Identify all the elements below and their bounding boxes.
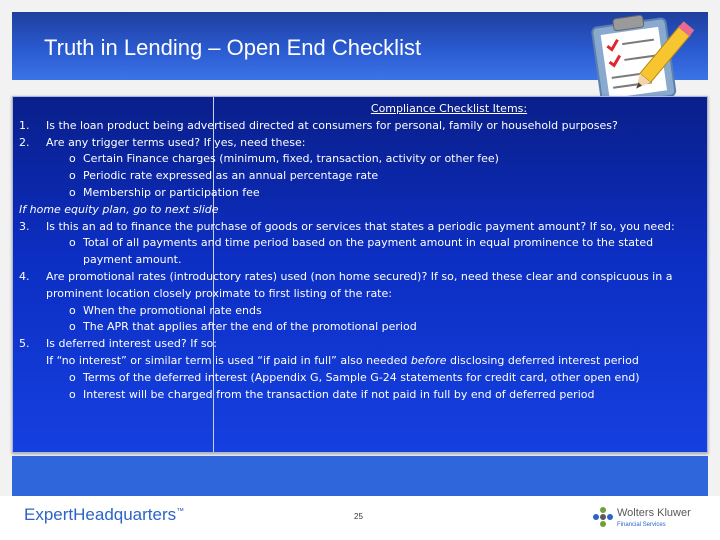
- italic-note: If home equity plan, go to next slide: [19, 202, 219, 216]
- checklist-heading: Compliance Checklist Items:: [370, 102, 528, 115]
- sub-bullet: o The APR that applies after the end of the promotional period: [69, 320, 417, 334]
- sub-bullet: o Total of all payments and time period based on the payment amount in equal prominence to the stated payment amount.: [69, 236, 654, 267]
- sub-bullet: o When the promotional rate ends: [69, 303, 262, 317]
- list-item: 3. Is this an ad to finance the purchase of goods or services that states a periodic payment amount? If so, you need:: [19, 219, 675, 233]
- footer-band: [12, 456, 708, 496]
- sub-bullet: o Terms of the deferred interest (Appendix G, Sample G-24 statements for credit card, other open end): [69, 370, 640, 384]
- slide-title: Truth in Lending – Open End Checklist: [44, 35, 422, 60]
- wolters-kluwer-subtitle: Financial Services: [617, 522, 666, 528]
- list-item: 5. Is deferred interest used? If so:: [19, 337, 217, 351]
- list-item: 2. Are any trigger terms used? If yes, need these:: [19, 135, 306, 149]
- wolters-kluwer-name: Wolters Kluwer: [617, 507, 691, 519]
- sub-bullet: o Periodic rate expressed as an annual percentage rate: [69, 169, 379, 183]
- list-item: 4. Are promotional rates (introductory rates) used (non home secured)? If so, need these clear and conspicuous in a prominent location closely proximate to first listing of the rate:: [19, 269, 673, 300]
- deferred-interest-line: If “no interest” or similar term is used “if paid in full” also needed before disclosing deferred interest period: [46, 353, 639, 367]
- checklist-panel: [12, 96, 708, 453]
- wolters-kluwer-logo-icon: [592, 506, 614, 528]
- sub-bullet: o Interest will be charged from the transaction date if not paid in full by end of deferred period: [69, 387, 595, 401]
- clipboard-checklist-icon: [578, 6, 706, 104]
- list-item: 1. Is the loan product being advertised directed at consumers for personal, family or household purposes?: [19, 118, 618, 132]
- sub-bullet: o Membership or participation fee: [69, 185, 260, 199]
- sub-bullet: o Certain Finance charges (minimum, fixed, transaction, activity or other fee): [69, 152, 499, 166]
- expertheadquarters-logo: ExpertHeadquarters™: [24, 505, 185, 524]
- page-number: 25: [354, 512, 363, 521]
